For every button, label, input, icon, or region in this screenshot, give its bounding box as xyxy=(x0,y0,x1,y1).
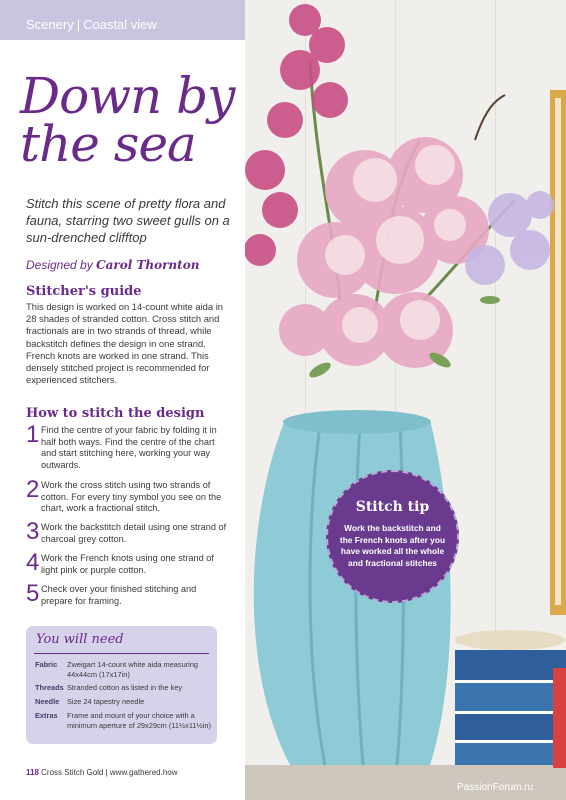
step-text: Work the backstitch detail using one strand of charcoal grey cotton. xyxy=(41,522,227,544)
step-number: 1 xyxy=(26,421,40,448)
stitchers-guide-heading: Stitcher's guide xyxy=(26,284,142,299)
book xyxy=(455,650,566,680)
need-label: Threads xyxy=(35,683,64,692)
stitch-tip-body: Work the backstitch and the French knots after you have worked all the whole and fractional stitches xyxy=(339,523,446,568)
step-number: 5 xyxy=(26,580,40,607)
section-tab xyxy=(0,0,245,40)
section-separator: | xyxy=(76,17,81,32)
step-text: Check over your finished stitching and prepare for framing. xyxy=(41,584,197,606)
stitchers-guide-body: This design is worked on 14-count white aida in 28 shades of stranded cotton. Cross stitch and fractionals are in two strands of thread, while backstitch defines the design in one strand. French knots are worked in one strand. This densely stitched project is recommended for experienced stitchers. xyxy=(26,301,223,386)
books-and-rope xyxy=(455,628,566,800)
need-value: Frame and mount of your choice with a minimum aperture of 29x29cm (11½x11½in) xyxy=(67,711,211,730)
step-number: 3 xyxy=(26,518,40,545)
watermark: PassionForum.ru xyxy=(457,782,534,793)
page-edge xyxy=(455,740,566,743)
intro-text: Stitch this scene of pretty flora and fauna, starring two sweet gulls on a sun-drenched clifftop xyxy=(26,196,230,245)
title-line-2: the sea xyxy=(20,115,196,173)
lighthouse-ornament xyxy=(553,668,566,768)
book xyxy=(455,714,566,740)
you-will-need-box xyxy=(26,626,217,744)
step-text: Find the centre of your fabric by folding it in half both ways. Find the centre of the chart and start stitching here, working your way outwards. xyxy=(41,425,217,470)
you-will-need-heading: You will need xyxy=(36,632,124,647)
footer-text: Cross Stitch Gold | www.gathered.how xyxy=(41,768,178,777)
step-number: 4 xyxy=(26,549,40,576)
subsection-label: Coastal view xyxy=(83,17,157,32)
how-to-heading: How to stitch the design xyxy=(26,406,205,421)
book xyxy=(455,743,566,765)
need-value: Size 24 tapestry needle xyxy=(67,697,145,706)
stitch-tip-badge xyxy=(326,470,459,603)
step-text: Work the French knots using one strand of light pink or purple cotton. xyxy=(41,553,214,575)
step-number: 2 xyxy=(26,476,40,503)
twig xyxy=(475,95,505,140)
need-label: Needle xyxy=(35,697,60,706)
designer-credit xyxy=(26,258,199,272)
rope-coil xyxy=(455,630,565,650)
step-text: Work the cross stitch using two strands of cotton. For every tiny symbol you see on the chart, work a fractional stitch. xyxy=(41,480,222,514)
page-footer xyxy=(26,768,178,777)
need-value: Stranded cotton as listed in the key xyxy=(67,683,183,692)
stitch-tip-heading: Stitch tip xyxy=(355,499,430,515)
designer-name: Carol Thornton xyxy=(96,258,200,272)
section-label: Scenery xyxy=(26,17,74,32)
book xyxy=(455,683,566,711)
page-title xyxy=(20,67,250,173)
title-line-1: Down by xyxy=(20,67,235,125)
designer-prefix: Designed by xyxy=(26,258,93,272)
section-breadcrumb xyxy=(26,17,157,32)
page-edge xyxy=(455,711,566,714)
you-will-need-rule xyxy=(34,653,209,654)
need-label: Extras xyxy=(35,711,58,720)
page-number: 118 xyxy=(26,768,39,777)
need-value: Zweigart 14-count white aida measuring 44x44cm (17x17in) xyxy=(67,660,199,679)
page-edge xyxy=(455,680,566,683)
flower-bouquet xyxy=(245,0,566,460)
need-label: Fabric xyxy=(35,660,58,669)
